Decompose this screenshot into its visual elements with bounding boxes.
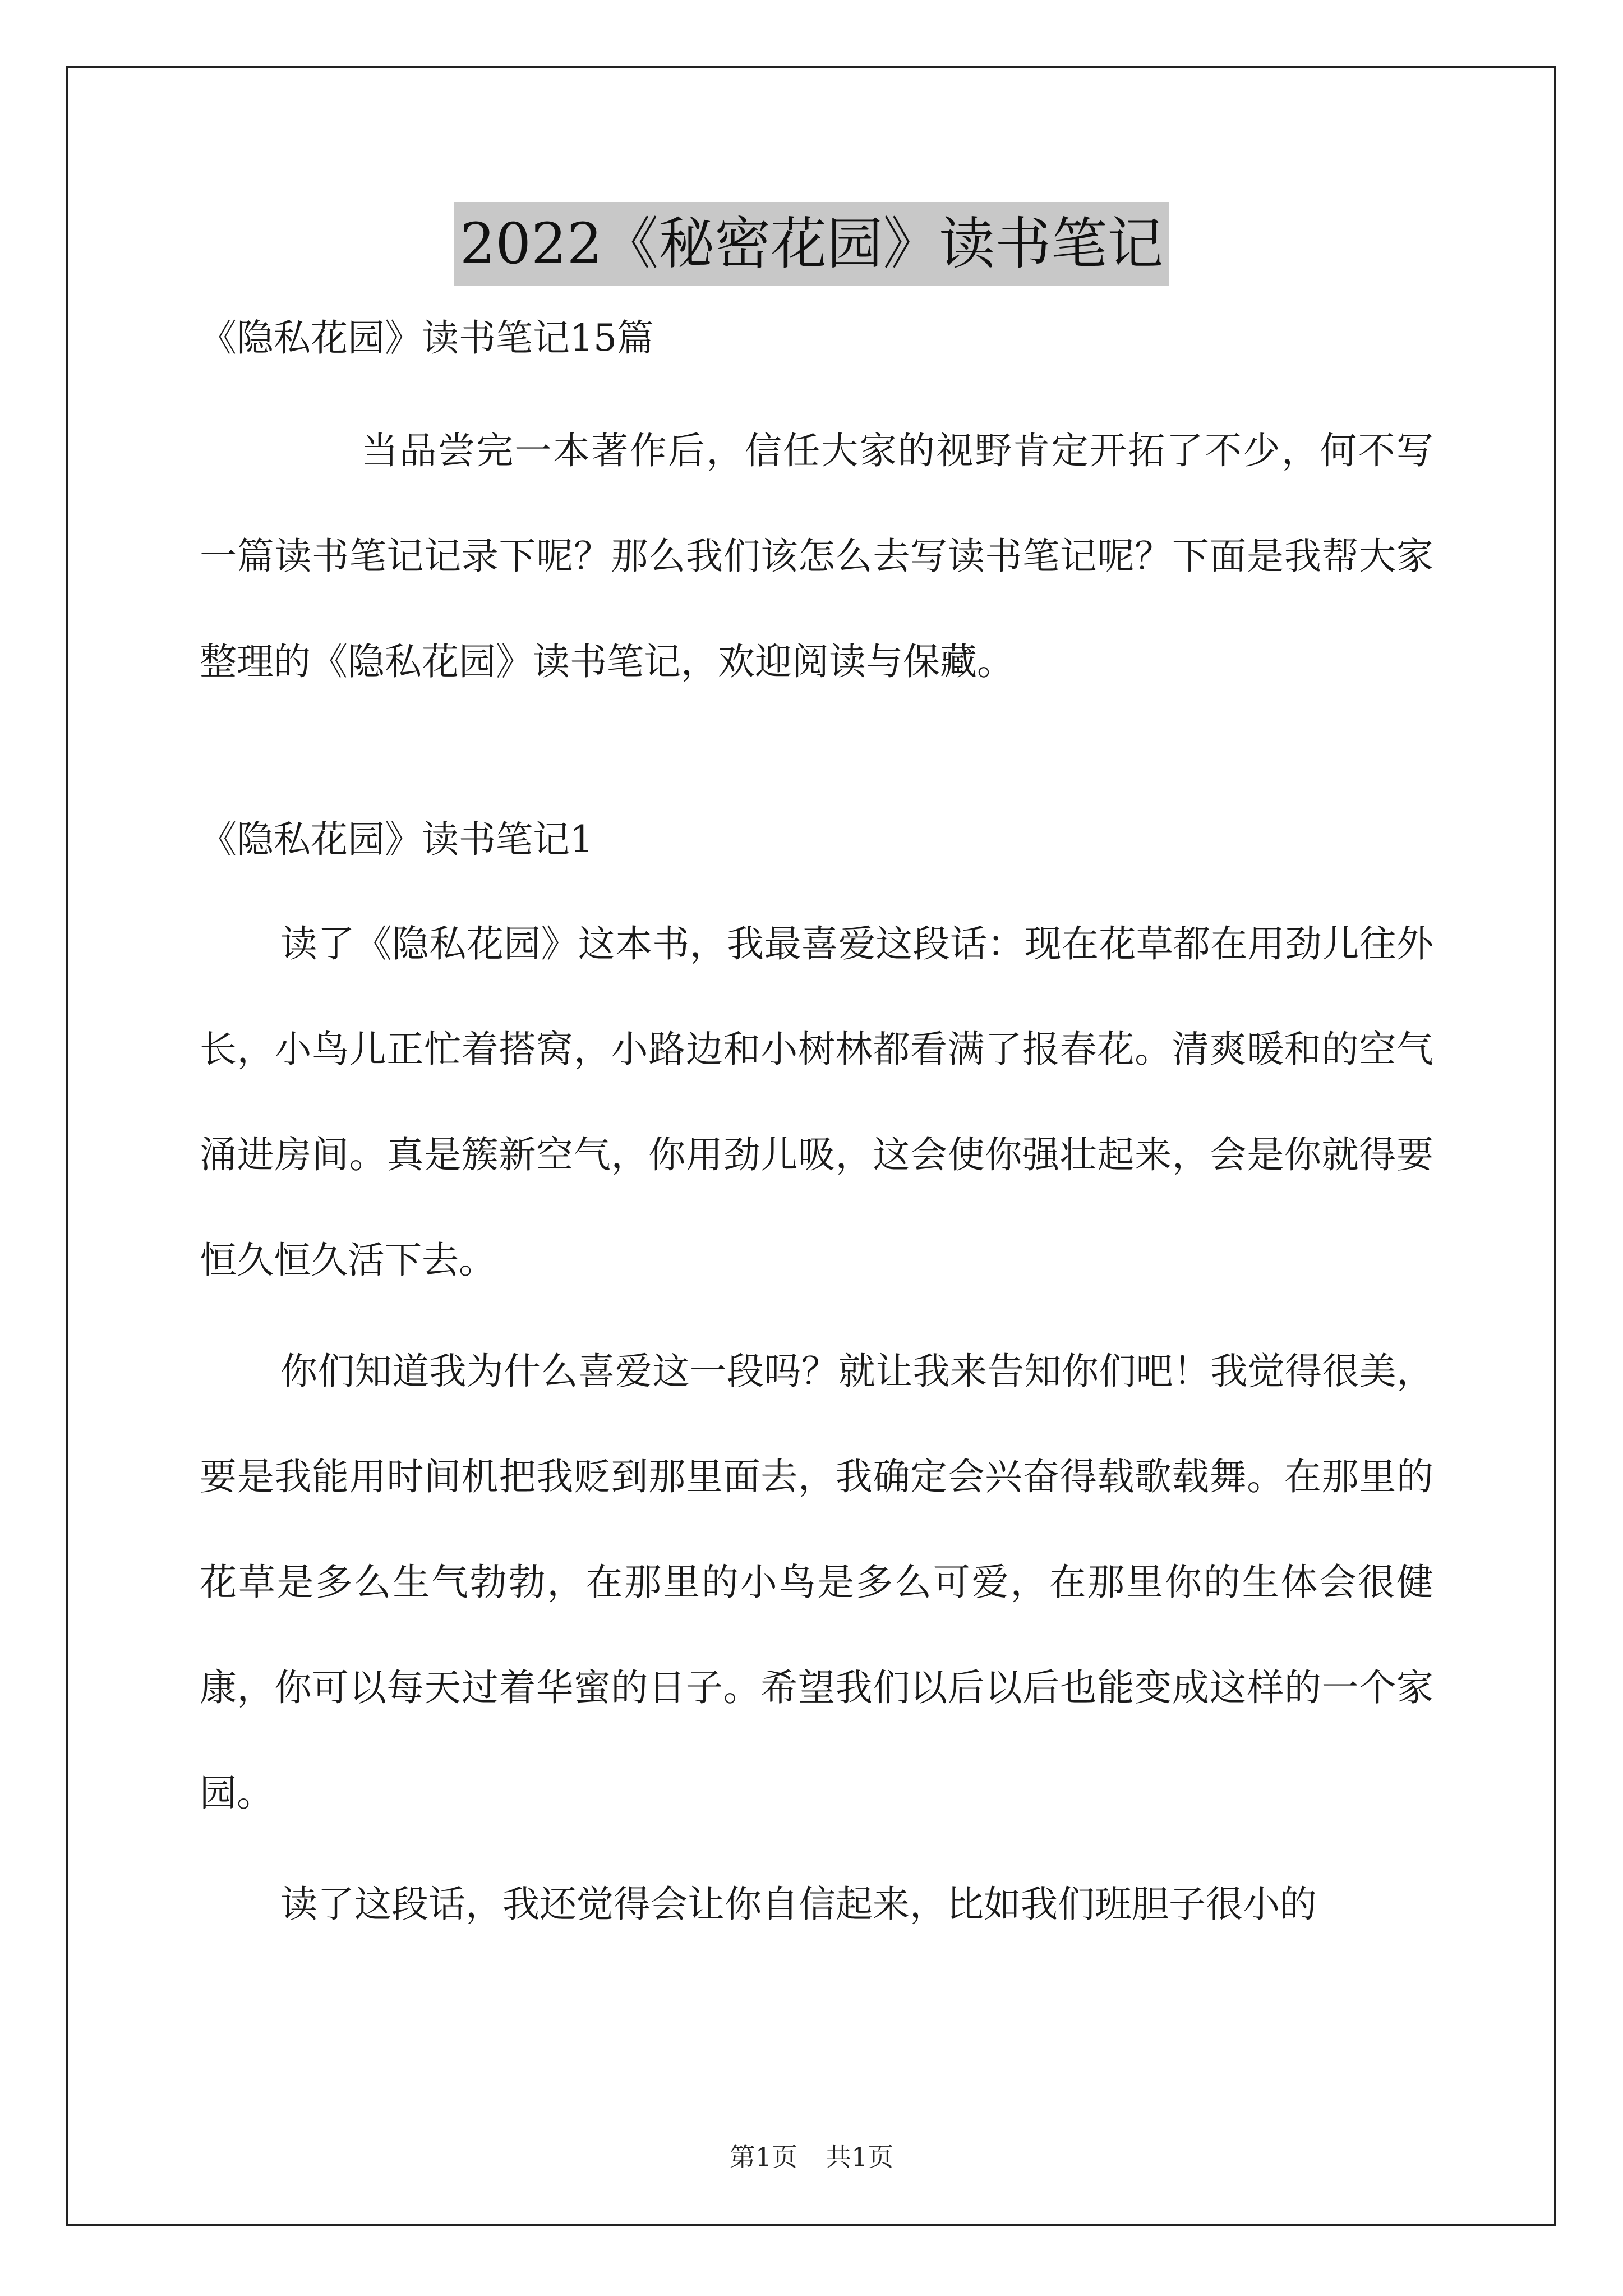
section-heading: 《隐私花园》读书笔记1 [200, 818, 593, 861]
body-paragraph: 你们知道我为什么喜爱这一段吗？就让我来告知你们吧！我觉得很美，要是我能用时间机把我贬到那里面去，我确定会兴奋得载歌载舞。在那里的花草是多么生气勃勃，在那里的小鸟是多么可爱，在那里你的生体会很健康，你可以每天过着华蜜的日子。希望我们以后以后也能变成这样的一个家园。 [200, 1350, 1433, 1815]
title-container [0, 202, 1623, 286]
page-total: 共1页 [826, 2142, 894, 2172]
body-paragraph: 读了这段话，我还觉得会让你自信起来，比如我们班胆子很小的 [280, 1883, 1317, 1926]
page-footer [0, 2140, 1623, 2174]
intro-paragraph: 当品尝完一本著作后，信任大家的视野肯定开拓了不少，何不写一篇读书笔记记录下呢？那么我们该怎么去写读书笔记呢？下面是我帮大家整理的《隐私花园》读书笔记，欢迎阅读与保藏。 [200, 429, 1433, 683]
page-number: 第1页 [729, 2142, 797, 2172]
document-body [200, 311, 1433, 1957]
collection-heading: 《隐私花园》读书笔记15篇 [200, 316, 654, 360]
document-title: 2022《秘密花园》读书笔记 [454, 202, 1169, 286]
body-paragraph: 读了《隐私花园》这本书，我最喜爱这段话：现在花草都在用劲儿往外长，小鸟儿正忙着搭窝，小路边和小树林都看满了报春花。清爽暖和的空气涌进房间。真是簇新空气，你用劲儿吸，这会使你强壮起来，会是你就得要恒久恒久活下去。 [200, 922, 1433, 1282]
